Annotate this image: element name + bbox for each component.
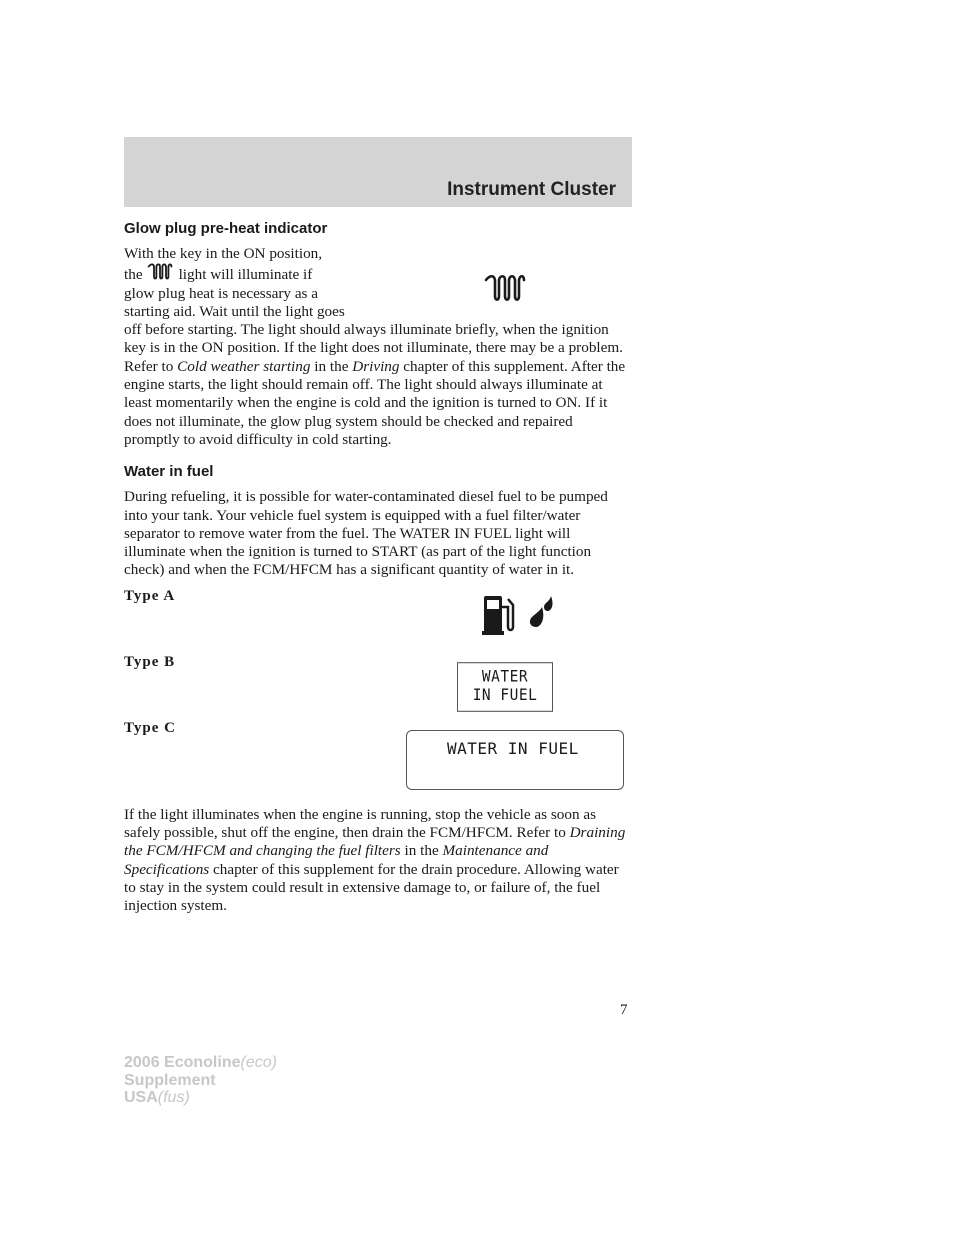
footer-market-code: (fus) xyxy=(157,1089,190,1106)
type-b-text-line-2: IN FUEL xyxy=(472,686,538,705)
footer-supplement: Supplement xyxy=(124,1071,216,1089)
closing-ref-draining: Draining the FCM/HFCM and changing the fuel filters xyxy=(124,824,626,860)
glow-plug-ref-driving: Driving xyxy=(352,357,400,375)
page-number: 7 xyxy=(620,1002,628,1018)
footer-market: USA xyxy=(124,1089,158,1106)
fuel-pump-water-drops-icon xyxy=(482,593,558,637)
glow-plug-line-2 xyxy=(124,263,369,284)
water-in-fuel-message-display xyxy=(406,730,624,790)
glow-plug-heading: Glow plug pre-heat indicator xyxy=(124,220,328,237)
water-in-fuel-body: During refueling, it is possible for water-contaminated diesel fuel to be pumped into your tank. Your vehicle fuel system is equipped with a fuel filter/water separator to remove water from the fuel. The WATER IN FUEL light will illuminate when the ignition is turned to START (as part of the light function check) and when the FCM/HFCM has a significant quantity of water in it. xyxy=(124,488,608,579)
closing-ref-maintenance: Maintenance and Specifications xyxy=(124,842,549,878)
type-b-row xyxy=(124,654,632,720)
glow-plug-line-3: glow plug heat is necessary as a xyxy=(124,284,319,302)
glow-plug-section xyxy=(124,245,632,449)
glow-plug-line-2-post: light will illuminate if xyxy=(178,266,313,284)
water-in-fuel-closing xyxy=(124,806,632,916)
footer-edition xyxy=(124,1054,277,1107)
glow-plug-body-a: off before starting. The light should always illuminate briefly, when the ignition key is in the ON position. If the light does not illuminate, there may be a problem. Refer to xyxy=(124,321,623,375)
footer-model: 2006 Econoline xyxy=(124,1054,241,1071)
glow-plug-body-b: chapter of this supplement. After the engine starts, the light should remain off. The light should always illuminate at least momentarily when the engine is cold and the ignition is turned to ON. If it does not illuminate, the glow plug system should be checked and repaired promptly to avoid difficulty in cold starting. xyxy=(124,357,626,448)
glow-plug-line-2-pre: the xyxy=(124,266,143,284)
glow-plug-inline-icon xyxy=(145,263,175,281)
closing-text-b: chapter of this supplement for the drain procedure. Allowing water to stay in the system could result in extensive damage to, or failure of, the fuel injection system. xyxy=(124,860,619,915)
closing-text-a: If the light illuminates when the engine is running, stop the vehicle as soon as safely possible, shut off the engine, then drain the FCM/HFCM. Refer to xyxy=(124,805,596,842)
water-in-fuel-box-indicator xyxy=(457,662,553,712)
type-c-row xyxy=(124,720,632,806)
type-a-label: Type A xyxy=(124,587,176,604)
section-title: Instrument Cluster xyxy=(447,179,616,200)
closing-text-mid: in the xyxy=(400,842,443,860)
glow-plug-body xyxy=(124,321,632,449)
glow-plug-line-4: starting aid. Wait until the light goes xyxy=(124,302,345,320)
type-b-text-line-1: WATER xyxy=(481,668,529,686)
glow-plug-ref-cold-weather: Cold weather starting xyxy=(177,357,311,375)
page-content xyxy=(124,220,632,916)
glow-plug-line-1: With the key in the ON position, xyxy=(124,245,323,262)
type-c-text: WATER IN FUEL xyxy=(447,738,579,758)
type-c-label: Type C xyxy=(124,719,176,736)
water-in-fuel-heading: Water in fuel xyxy=(124,463,214,481)
type-b-label: Type B xyxy=(124,653,176,670)
glow-plug-icon xyxy=(484,274,526,304)
glow-plug-body-mid: in the xyxy=(310,357,353,375)
section-header-band xyxy=(124,137,632,207)
type-a-row xyxy=(124,588,632,654)
footer-model-code: (eco) xyxy=(240,1054,277,1071)
